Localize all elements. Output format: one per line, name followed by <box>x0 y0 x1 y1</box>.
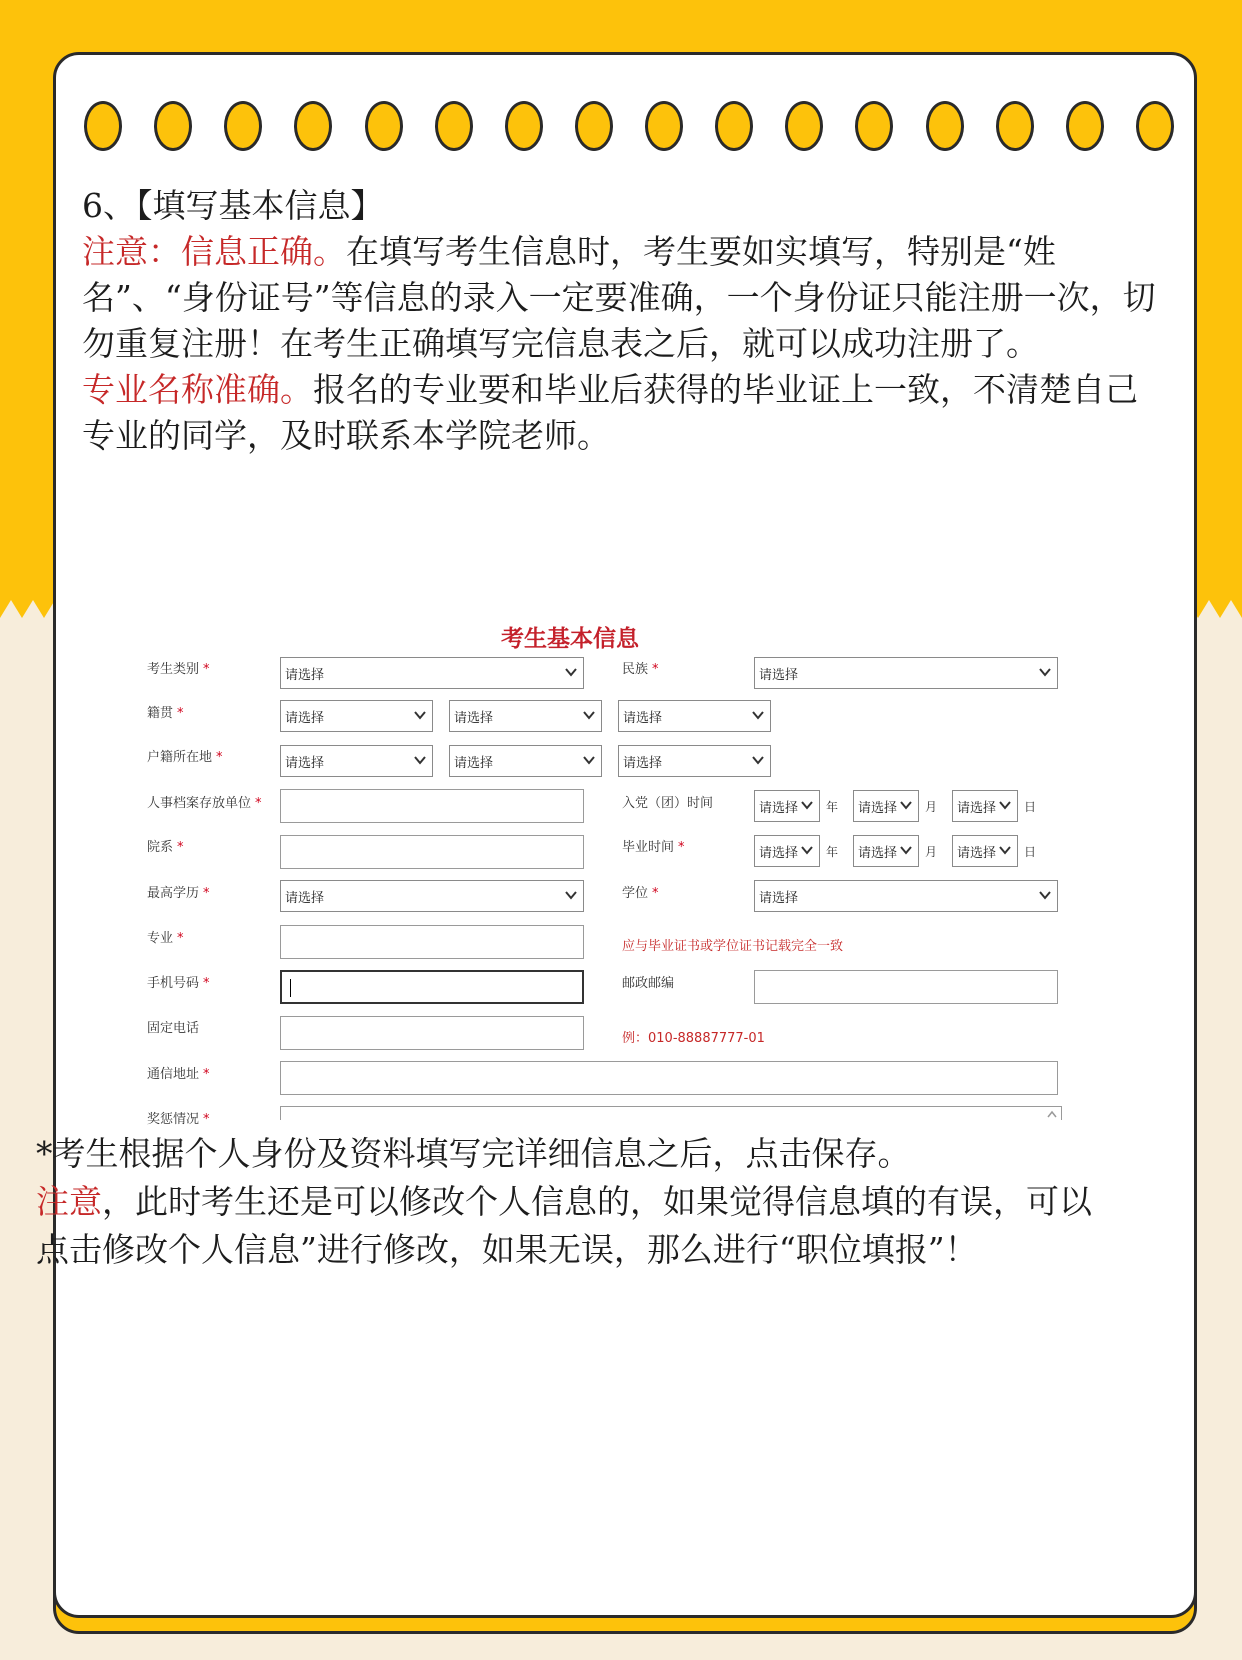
ring-icon <box>785 101 823 151</box>
label-phone: 固定电话 <box>147 1021 200 1036</box>
graduation-month-select[interactable]: 请选择 <box>853 835 919 867</box>
ring-icon <box>84 101 122 151</box>
awards-textarea[interactable] <box>280 1106 1062 1120</box>
note-body: 在填写考生信息时，考生要如实填写，特别是“姓名”、“身份证号”等信息的录入一定要准确，一个身份证只能注册一次，切勿重复注册！在考生正确填写完信息表之后，就可以成功注册了。 <box>82 232 1156 363</box>
department-input[interactable] <box>280 835 584 869</box>
ring-icon <box>294 101 332 151</box>
unit-year: 年 <box>826 845 839 859</box>
archive-unit-input[interactable] <box>280 789 584 823</box>
chevron-down-icon <box>751 753 765 767</box>
chevron-down-icon <box>564 665 578 679</box>
chevron-down-icon <box>899 843 913 857</box>
graduation-year-select[interactable]: 请选择 <box>754 835 820 867</box>
chevron-down-icon <box>413 708 427 722</box>
ring-icon <box>505 101 543 151</box>
unit-year: 年 <box>826 800 839 814</box>
phone-hint: 例：010-88887777-01 <box>622 1031 765 1046</box>
ring-icon <box>1066 101 1104 151</box>
graduation-day-select[interactable]: 请选择 <box>952 835 1018 867</box>
note-highlight: 注意 <box>36 1182 102 1221</box>
text-caret <box>290 979 291 997</box>
label-party-time: 入党（团）时间 <box>622 796 714 811</box>
step-heading: 6、【填写基本信息】 <box>82 186 384 225</box>
label-degree: 学位 * <box>622 886 659 901</box>
ring-icon <box>645 101 683 151</box>
household-province-select[interactable]: 请选择 <box>280 745 433 777</box>
unit-day: 日 <box>1024 800 1037 814</box>
ring-icon <box>996 101 1034 151</box>
native-city-select[interactable]: 请选择 <box>449 700 602 732</box>
ring-icon <box>224 101 262 151</box>
education-select[interactable]: 请选择 <box>280 880 584 912</box>
chevron-down-icon <box>413 753 427 767</box>
chevron-down-icon <box>582 708 596 722</box>
chevron-down-icon <box>998 843 1012 857</box>
outro-text-block <box>36 1130 1116 1274</box>
household-city-select[interactable]: 请选择 <box>449 745 602 777</box>
label-household: 户籍所在地 * <box>147 750 223 765</box>
chevron-down-icon <box>1038 888 1052 902</box>
unit-day: 日 <box>1024 845 1037 859</box>
label-graduation-time: 毕业时间 * <box>622 840 685 855</box>
label-archive-unit: 人事档案存放单位 * <box>147 796 262 811</box>
mobile-input[interactable] <box>280 970 584 1004</box>
major-hint: 应与毕业证书或学位证书记载完全一致 <box>622 939 844 954</box>
chevron-down-icon <box>899 798 913 812</box>
unit-month: 月 <box>925 800 938 814</box>
household-district-select[interactable]: 请选择 <box>618 745 771 777</box>
label-department: 院系 * <box>147 840 184 855</box>
postcode-input[interactable] <box>754 970 1058 1004</box>
ring-icon <box>855 101 893 151</box>
note-paragraph-1 <box>82 229 1162 367</box>
chevron-down-icon <box>582 753 596 767</box>
basic-info-form <box>70 560 1070 1127</box>
ethnicity-select[interactable]: 请选择 <box>754 657 1058 689</box>
label-awards: 奖惩情况 * <box>147 1112 210 1127</box>
party-year-select[interactable]: 请选择 <box>754 790 820 822</box>
category-select[interactable]: 请选择 <box>280 657 584 689</box>
chevron-down-icon <box>800 843 814 857</box>
party-day-select[interactable]: 请选择 <box>952 790 1018 822</box>
note-paragraph-2 <box>82 367 1162 459</box>
phone-input[interactable] <box>280 1016 584 1050</box>
party-month-select[interactable]: 请选择 <box>853 790 919 822</box>
major-input[interactable] <box>280 925 584 959</box>
scroll-up-icon[interactable] <box>1046 1109 1058 1119</box>
chevron-down-icon <box>751 708 765 722</box>
chevron-down-icon <box>1038 665 1052 679</box>
label-category: 考生类别 * <box>147 662 210 677</box>
label-ethnicity: 民族 * <box>622 662 659 677</box>
outro-line-1: *考生根据个人身份及资料填写完详细信息之后，点击保存。 <box>36 1134 911 1173</box>
ring-icon <box>715 101 753 151</box>
address-input[interactable] <box>280 1061 1058 1095</box>
outro-note <box>36 1178 1116 1274</box>
label-address: 通信地址 * <box>147 1067 210 1082</box>
label-mobile: 手机号码 * <box>147 976 210 991</box>
note-highlight: 注意：信息正确。 <box>82 232 346 271</box>
ring-icon <box>154 101 192 151</box>
ring-icon <box>365 101 403 151</box>
native-district-select[interactable]: 请选择 <box>618 700 771 732</box>
form-title: 考生基本信息 <box>501 626 639 652</box>
note-highlight: 专业名称准确。 <box>82 370 313 409</box>
degree-select[interactable]: 请选择 <box>754 880 1058 912</box>
notebook-rings <box>84 101 1174 153</box>
chevron-down-icon <box>998 798 1012 812</box>
note-body: 报名的专业要和毕业后获得的毕业证上一致，不清楚自己专业的同学，及时联系本学院老师。 <box>82 370 1138 455</box>
chevron-down-icon <box>564 888 578 902</box>
intro-text-block <box>82 183 1162 459</box>
label-education: 最高学历 * <box>147 886 210 901</box>
ring-icon <box>575 101 613 151</box>
chevron-down-icon <box>800 798 814 812</box>
ring-icon <box>1136 101 1174 151</box>
native-province-select[interactable]: 请选择 <box>280 700 433 732</box>
note-body: ，此时考生还是可以修改个人信息的，如果觉得信息填的有误，可以点击修改个人信息”进行修改，如果无误，那么进行“职位填报”！ <box>36 1182 1092 1269</box>
label-postcode: 邮政邮编 <box>622 976 675 991</box>
unit-month: 月 <box>925 845 938 859</box>
label-native-place: 籍贯 * <box>147 706 184 721</box>
label-major: 专业 * <box>147 931 184 946</box>
ring-icon <box>435 101 473 151</box>
ring-icon <box>926 101 964 151</box>
